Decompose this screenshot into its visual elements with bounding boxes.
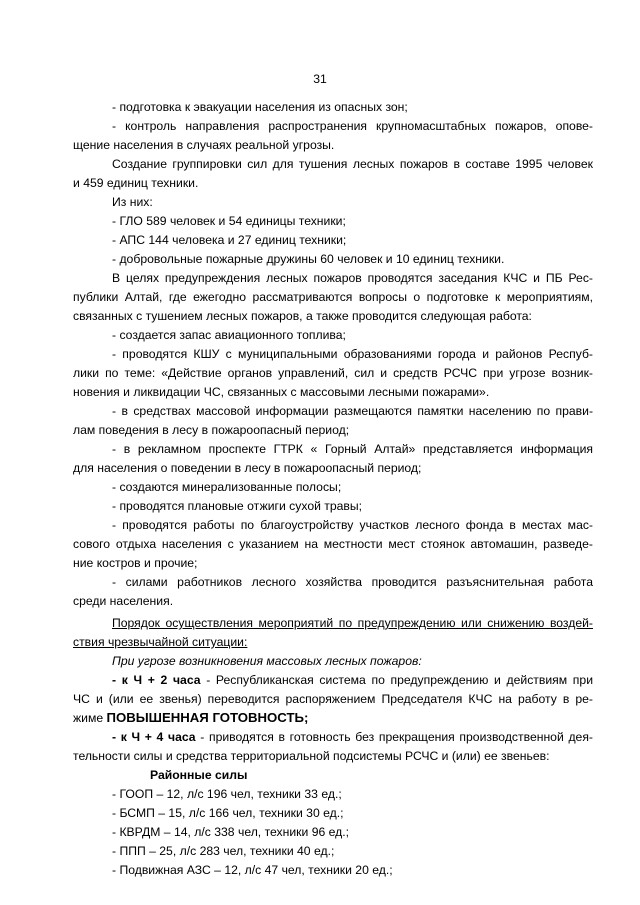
text-line: Из них:: [112, 195, 153, 209]
forces-item: - Подвижная АЗС – 12, л/с 47 чел, техники 20 ед.;: [112, 863, 393, 877]
text-line: - в средствах массовой информации размещаются памятки населению по прави-: [112, 404, 593, 418]
h-plus-4-text: - приводятся в готовность без прекращения производственной дея-: [195, 730, 593, 744]
text-line: щение населения в случаях реальной угрозы.: [73, 138, 335, 152]
h-plus-2-paragraph: [112, 672, 593, 688]
h-plus-2-label: - к Ч + 2 часа: [112, 673, 201, 687]
text-line: - проводятся плановые отжиги сухой травы;: [112, 499, 363, 513]
text-line: - АПС 144 человека и 27 единиц техники;: [112, 233, 347, 247]
subheading: При угрозе возникновения массовых лесных пожаров:: [112, 654, 422, 668]
h-plus-4-label: - к Ч + 4 часа: [112, 730, 196, 744]
text-line: - подготовка к эвакуации населения из опасных зон;: [112, 100, 408, 114]
text-line: Создание группировки сил для тушения лесных пожаров в составе 1995 человек: [112, 157, 593, 171]
readiness-mode: ПОВЫШЕННАЯ ГОТОВНОСТЬ;: [106, 710, 309, 725]
text-line: связанных с тушением лесных пожаров, а также проводится следующая работа:: [73, 309, 532, 323]
text-line: [73, 710, 308, 726]
text-line: среди населения.: [73, 594, 174, 608]
forces-item: - КВРДМ – 14, л/с 338 чел, техники 96 ед.;: [112, 825, 350, 839]
text-line: сового отдыха населения с указанием на местности мест стоянок автомашин, разведе-: [73, 537, 593, 551]
section-heading: Порядок осуществления мероприятий по предупреждению или снижению воздей-: [112, 616, 593, 630]
h-plus-4-paragraph: [112, 729, 593, 745]
text-line: - контроль направления распространения крупномасштабных пожаров, опове-: [112, 119, 593, 133]
section-heading: ствия чрезвычайной ситуации:: [73, 635, 248, 649]
text-line: - силами работников лесного хозяйства проводится разъяснительная работа: [112, 575, 593, 589]
text-line: ние костров и прочие;: [73, 556, 198, 570]
text-line: - создается запас авиационного топлива;: [112, 328, 346, 342]
text-line: публики Алтай, где ежегодно рассматриваются вопросы о подготовке к мероприятиям,: [73, 290, 593, 304]
text-line: лики по теме: «Действие органов управлений, сил и средств РСЧС при угрозе возник-: [73, 366, 593, 380]
text-line: тельности силы и средства территориальной подсистемы РСЧС и (или) ее звеньев:: [73, 749, 550, 763]
text-line: - проводятся работы по благоустройству участков лесного фонда в местах мас-: [112, 518, 593, 532]
forces-item: - БСМП – 15, л/с 166 чел, техники 30 ед.;: [112, 806, 344, 820]
h-plus-2-text: - Республиканская система по предупреждению и действиям при: [200, 673, 593, 687]
forces-heading: Районные силы: [150, 768, 248, 782]
text-line: - ГЛО 589 человек и 54 единицы техники;: [112, 214, 346, 228]
page-number: 31: [313, 72, 327, 86]
text-line: - добровольные пожарные дружины 60 человек и 10 единиц техники.: [112, 252, 505, 266]
text-line: для населения о поведении в лесу в пожароопасный период;: [73, 461, 422, 475]
text-line: - в рекламном проспекте ГТРК « Горный Алтай» представляется информация: [112, 442, 593, 456]
forces-item: - ГООП – 12, л/с 196 чел, техники 33 ед.;: [112, 787, 342, 801]
text-fragment: жиме: [73, 711, 107, 725]
text-line: - проводятся КШУ с муниципальными образованиями города и районов Респуб-: [112, 347, 593, 361]
text-line: ЧС и (или ее звенья) переводится распоряжением Председателя КЧС на работу в ре-: [73, 692, 593, 706]
text-line: новения и ликвидации ЧС, связанных с массовыми лесными пожарами».: [73, 385, 490, 399]
text-line: - создаются минерализованные полосы;: [112, 480, 342, 494]
text-line: и 459 единиц техники.: [73, 176, 199, 190]
forces-item: - ППП – 25, л/с 283 чел, техники 40 ед.;: [112, 844, 335, 858]
text-line: лам поведения в лесу в пожароопасный период;: [73, 423, 350, 437]
text-line: В целях предупреждения лесных пожаров проводятся заседания КЧС и ПБ Рес-: [112, 271, 593, 285]
